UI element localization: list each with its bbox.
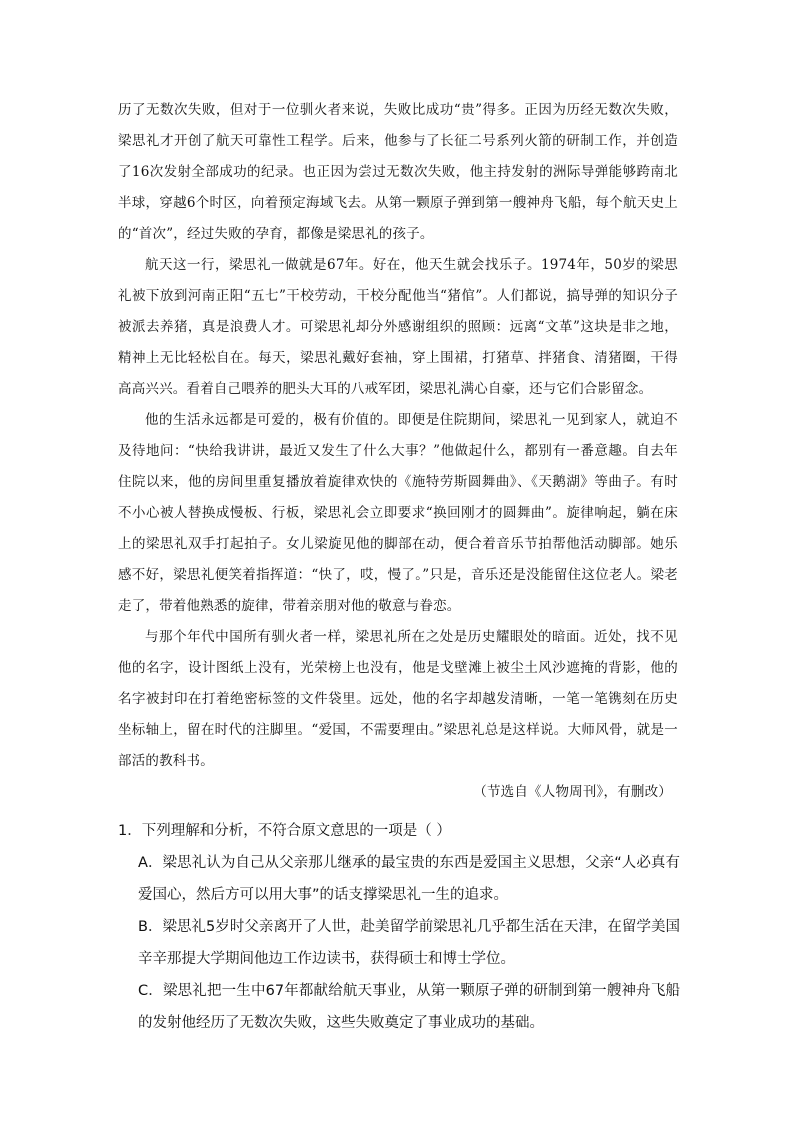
passage-paragraph-3: 他的生活永远都是可爱的，极有价值的。即便是住院期间，梁思礼一见到家人，就迫不及待地问：“快给我讲讲，最近又发生了什么大事？”他做起什么，都别有一番意趣。自去年住院以来，他的房间里重复播放着旋律欢快的《施特劳斯圆舞曲》、《天鹅湖》等曲子。有时不小心被人替换成慢板、行板，梁思礼会立即要求“换回刚才的圆舞曲”。旋律响起，躺在床上的梁思礼双手打起拍子。女儿梁旋见他的脚部在动，便合着音乐节拍帮他活动脚部。她乐感不好，梁思礼便笑着指挥道：“快了，哎，慢了。”只是，音乐还是没能留住这位老人。梁老走了，带着他熟悉的旋律，带着亲朋对他的敬意与眷恋。 xyxy=(118,412,678,614)
passage-paragraph-2: 航天这一行，梁思礼一做就是67年。好在，他天生就会找乐子。1974年，50岁的梁思礼被下放到河南正阳“五七”干校劳动，干校分配他当“猪倌”。人们都说，搞导弹的知识分子被派去养猪，真是浪费人才。可梁思礼却分外感谢组织的照顾：远离“文革”这块是非之地，精神上无比轻松自在。每天，梁思礼戴好套袖，穿上围裙，打猪草、拌猪食、清猪圈，干得高高兴兴。看着自己喂养的肥头大耳的八戒军团，梁思礼满心自豪，还与它们合影留念。 xyxy=(118,257,678,397)
passage-paragraph-4: 与那个年代中国所有驯火者一样，梁思礼所在之处是历史耀眼处的暗面。近处，找不见他的名字，设计图纸上没有，光荣榜上也没有，他是戈壁滩上被尘土风沙遮掩的背影，他的名字被封印在打着绝密标签的文件袋里。远处，他的名字却越发清晰，一笔一笔镌刻在历史坐标轴上，留在时代的注脚里。“爱国，不需要理由。”梁思礼总是这样说。大师风骨，就是一部活的教科书。 xyxy=(118,629,678,769)
option-b[interactable]: B．梁思礼5岁时父亲离开了人世，赴美留学前梁思礼几乎都生活在天津，在留学美国辛辛那提大学期间他边工作边读书，获得硕士和博士学位。 xyxy=(138,919,680,967)
option-a[interactable]: A．梁思礼认为自己从父亲那儿继承的最宝贵的东西是爱国主义思想，父亲“人必真有爱国心，然后方可以用大事”的话支撑梁思礼一生的追求。 xyxy=(138,855,680,903)
reading-passage xyxy=(118,95,678,808)
option-c[interactable]: C．梁思礼把一生中67年都献给航天事业，从第一颗原子弹的研制到第一艘神舟飞船的发射他经历了无数次失败，这些失败奠定了事业成功的基础。 xyxy=(138,983,680,1031)
passage-paragraph-1: 历了无数次失败，但对于一位驯火者来说，失败比成功“贵”得多。正因为历经无数次失败，梁思礼才开创了航天可靠性工程学。后来，他参与了长征二号系列火箭的研制工作，并创造了16次发射全部成功的纪录。也正因为尝过无数次失败，他主持发射的洲际导弹能够跨南北半球，穿越6个时区，向着预定海域飞去。从第一颗原子弹到第一艘神舟飞船，每个航天史上的“首次”，经过失败的孕育，都像是梁思礼的孩子。 xyxy=(118,102,678,242)
passage-source: （节选自《人物周刊》，有删改） xyxy=(473,784,672,800)
question-1 xyxy=(118,815,680,1039)
question-stem: 1．下列理解和分析，不符合原文意思的一项是（ ） xyxy=(118,823,451,839)
